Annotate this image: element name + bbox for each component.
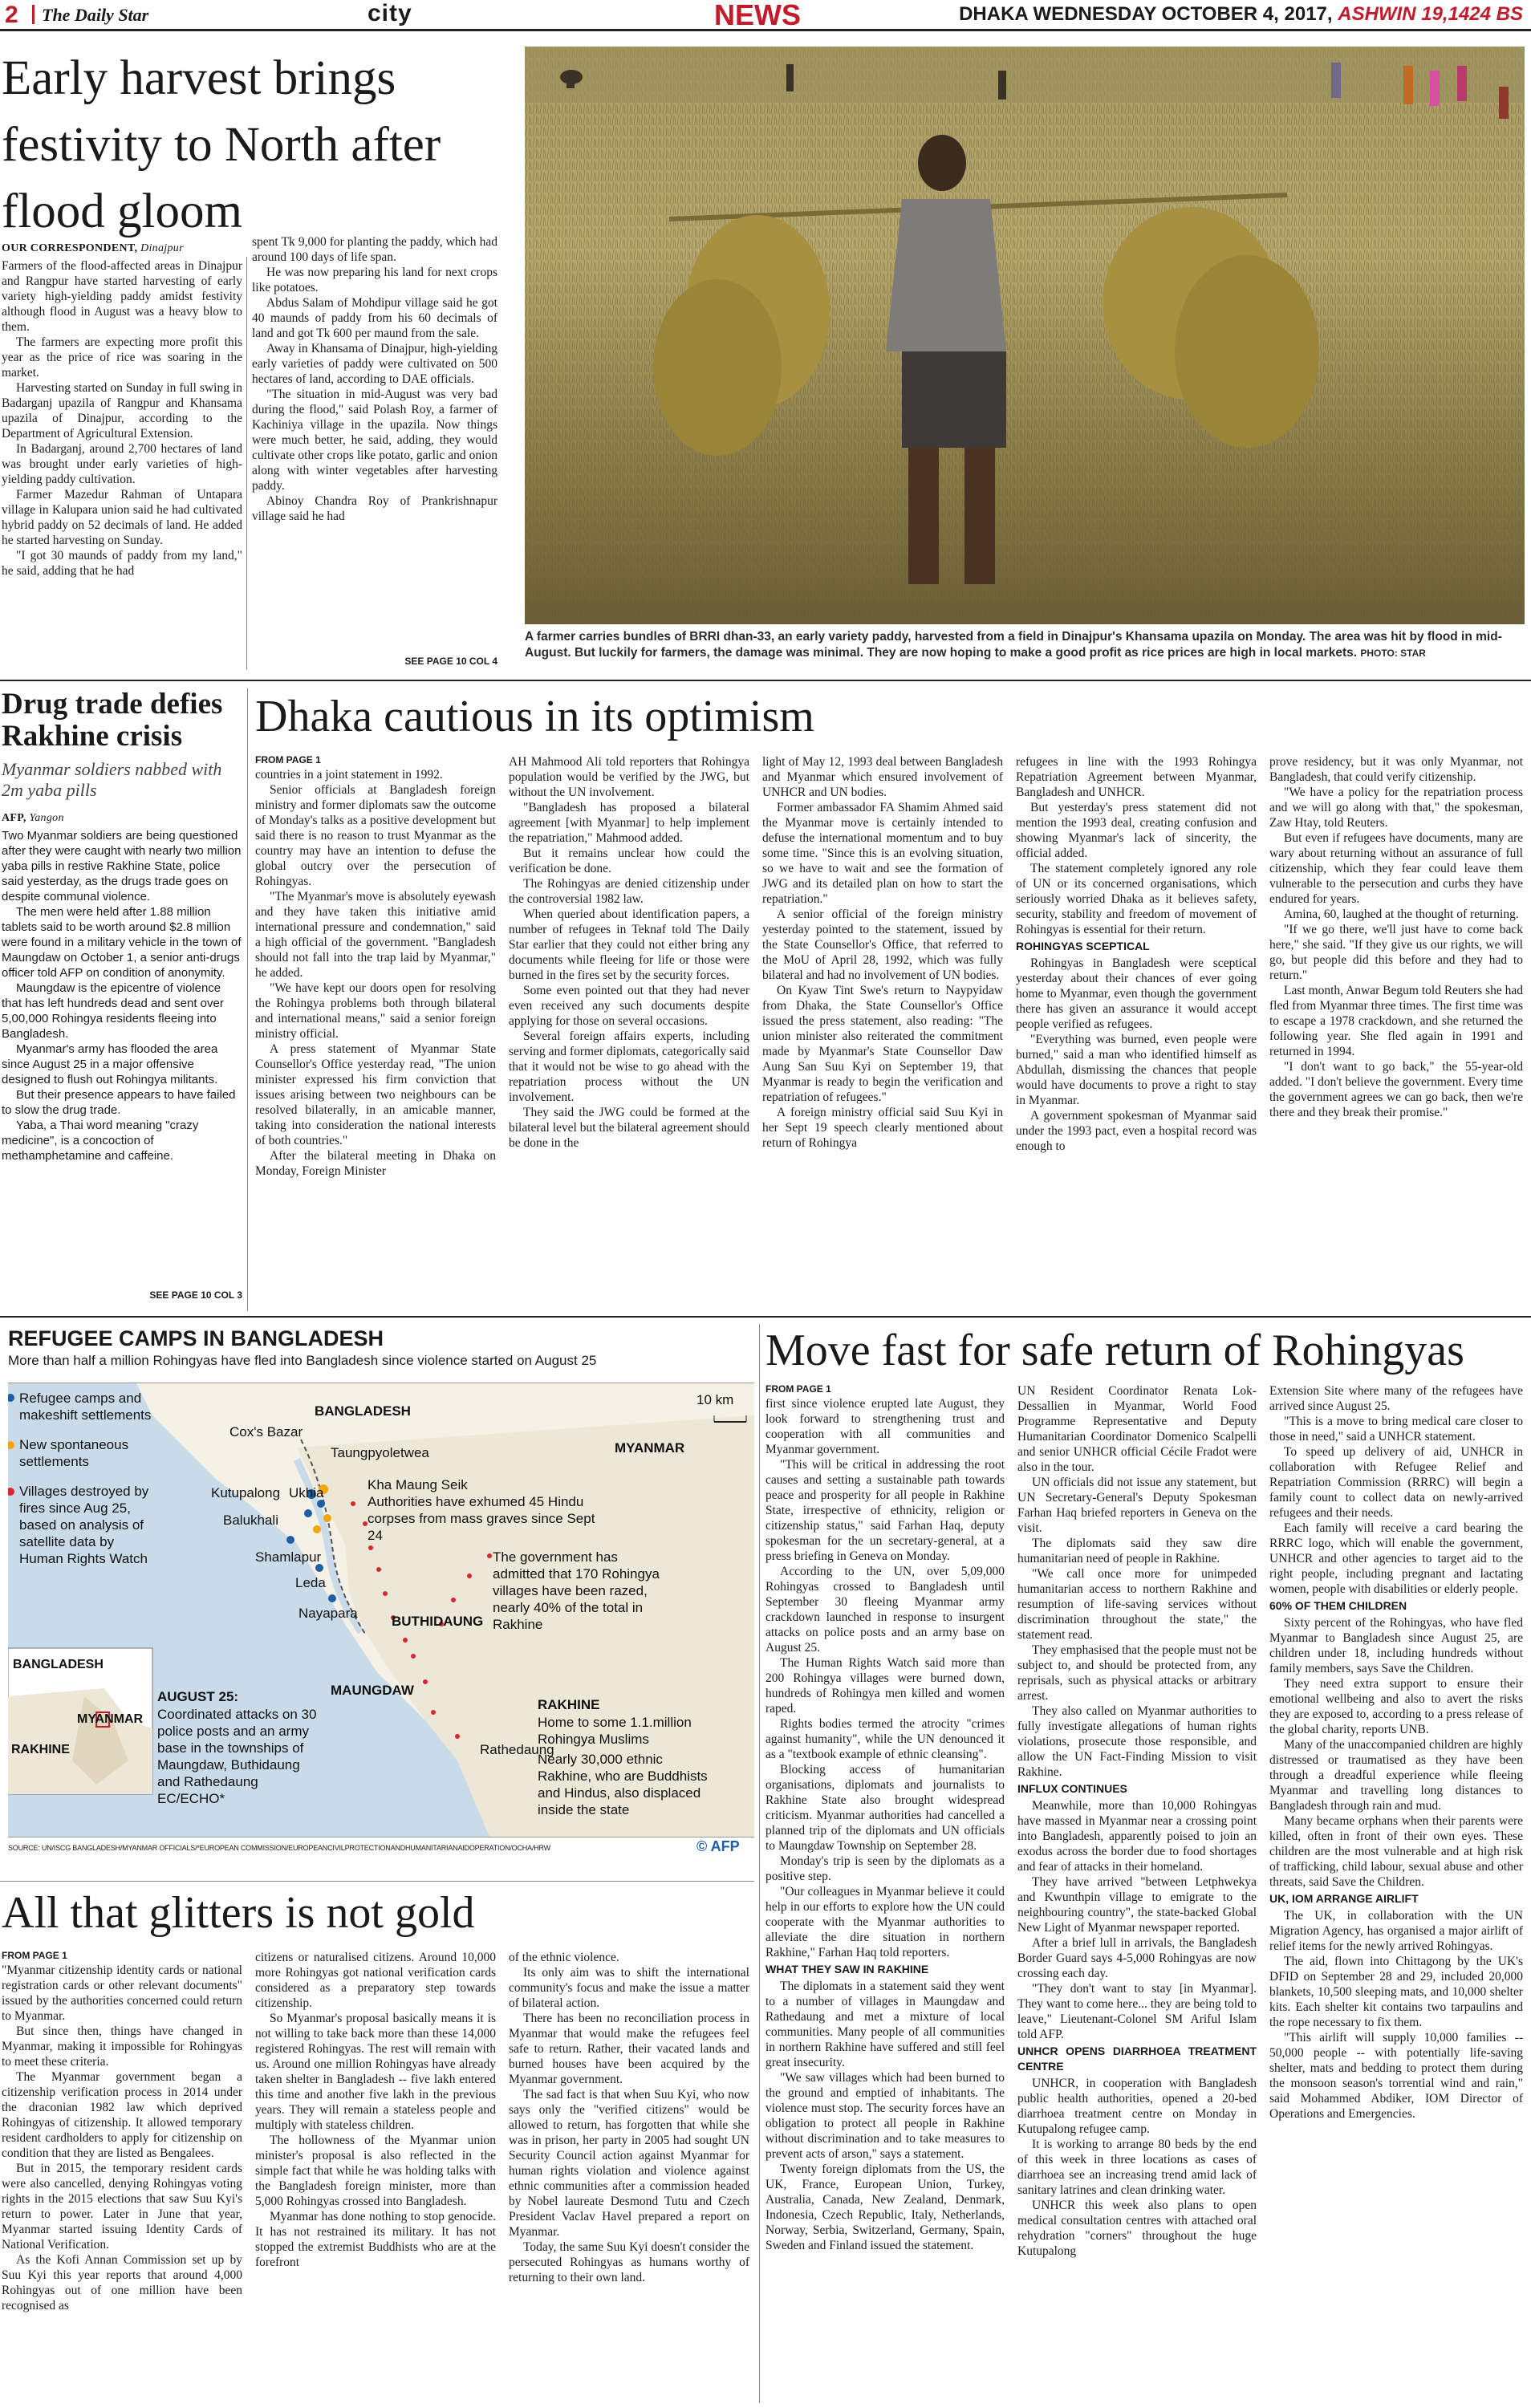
subhead: WHAT THEY SAW IN RAKHINE [766,1963,929,1976]
paragraph: To speed up delivery of aid, UNHCR in collaboration with Refugee Relief and Repatriation Commission (RRRC) will begin a family count to collect data on newly-arrived refugees and their needs. [1269,1445,1523,1520]
paragraph: light of May 12, 1993 deal between Bangladesh and Myanmar which ensured involvement of UNHCR and UN bodies. [762,755,1003,799]
harvest-byline-loc: Dinajpur [140,242,184,254]
caption-credit: PHOTO: STAR [1360,648,1426,659]
paragraph: They said the JWG could be formed at the bilateral level but the bilateral agreement should be done in the [509,1106,749,1150]
paragraph: refugees in line with the 1993 Rohingya Repatriation Agreement between Myanmar, Bangladesh and UNHCR. [1016,755,1257,799]
dhaka-column-3 [762,754,1003,1151]
glitters-headline[interactable]: All that glitters is not gold [2,1888,475,1938]
subhead: ROHINGYAS SCEPTICAL [1016,940,1150,952]
paragraph: As the Kofi Annan Commission set up by Suu Kyi this year reports that around 4,000 Rohingyas out of one million have been recognised as [2,2253,242,2313]
dhaka-column-2 [509,754,749,1151]
paragraph: The diplomats in a statement said they went to a number of villages in Maungdaw and Rathedaung and met a mixture of local communities. Many people of all communities in northern Rakhine have suffered and still feel great insecurity. [766,1980,1005,2069]
burned-village-marker [451,1598,456,1602]
paragraph: Several foreign affairs experts, including serving and former diplomats, categorically said that it would not be wise to go ahead with the repatriation process without the UN involvement. [509,1029,749,1104]
paragraph: Some even pointed out that they had never even received any such documents despite applying for those on several occasions. [509,984,749,1028]
paragraph: "This is a move to bring medical care closer to those in need," said a UNHCR statement. [1269,1415,1523,1444]
label-maungdaw: MAUNGDAW [331,1683,414,1698]
drug-byline [2,812,242,825]
paragraph: of the ethnic violence. [509,1951,619,1964]
label-kha-maung-note: Authorities have exhumed 45 Hindu corpses from mass graves since Sept 24 [368,1494,595,1543]
glitters-column-1 [2,1950,242,2313]
column-rule [759,1324,760,2403]
dateline [959,3,1523,26]
paragraph: The UK, in collaboration with the UN Migration Agency, has organised a major airlift of relief items for the newly arrived Rohingyas. [1269,1909,1523,1953]
paragraph: "We have kept our doors open for resolving the Rohingya problems both through bilateral and international means," said a senior foreign ministry official. [255,981,496,1041]
map-subtitle: More than half a million Rohingyas have fled into Bangladesh since violence started on August 25 [8,1353,597,1368]
burned-village-marker [368,1545,373,1550]
drug-headline[interactable]: Drug trade defies Rakhine crisis [2,688,223,753]
paragraph: "We call once more for unimpeded humanitarian access to northern Rakhine and resumption of life-saving services without discrimination throughout the state," the statement read. [1017,1567,1257,1642]
paragraph: Twenty foreign diplomats from the US, the UK, France, European Union, Turkey, Australia, Canada, New Zealand, Denmark, Indonesia, Czech Republic, Italy, Netherlands, Norway, Serbia, Switzerland, Germany, Spain, Sweden and Finland issued the statement. [766,2162,1005,2252]
paragraph: "We saw villages which had been burned to the ground and emptied of inhabitants. The violence must stop. The security forces have an obligation to protect all people in Rakhine without discrimination and to take measures to prevent acts of arson," says a statement. [766,2071,1005,2161]
photo-graphic [525,47,1525,624]
paragraph: Many of the unaccompanied children are highly distressed or traumatised as they have been through a dreadful experience while fleeing Myanmar and travelling long distances to Bangladesh through rain and mud. [1269,1738,1523,1813]
paragraph: Yaba, a Thai word meaning "crazy medicine", is a concoction of methamphetamine and caffeine. [2,1119,199,1163]
camp-marker [286,1536,294,1544]
paragraph: Former ambassador FA Shamim Ahmed said the Myanmar move is certainly intended to defuse the international momentum and to buy some time. "Since this is an evolving situation, so we have to wait and see the formation of JWG and its detailed plan on how to start the repatriation." [762,801,1003,906]
paragraph: "Everything was burned, even people were burned," said a man who identified himself as Abdullah, dismissing the chances that people would have documents to prove a right to stay in Myanmar. [1016,1033,1257,1107]
paragraph: Farmer Mazedur Rahman of Untapara village in Kalupara union said he had cultivated hybrid paddy on 52 decimals of land. He added he started harvesting on Sunday. [2,488,242,547]
paragraph: UN officials did not issue any statement, but UN Secretary-General's Deputy Spokesman Farhan Haq briefed reporters in Geneva on the visit. [1017,1476,1257,1535]
label-rakhine-note2: Nearly 30,000 ethnic Rakhine, who are Buddhists and Hindus, also displaced inside the state [538,1752,708,1817]
camp-marker [328,1594,336,1602]
label-rathedaung: Rathedaung [480,1742,554,1757]
subhead: UNHCR OPENS DIARRHOEA TREATMENT CENTRE [1017,2045,1257,2073]
subhead: INFLUX CONTINUES [1017,1782,1127,1795]
from-page-label: FROM PAGE 1 [255,754,321,765]
paragraph: On Kyaw Tint Swe's return to Naypyidaw from Dhaka, the State Counsellor's Office issued the press statement, also reading: "The union minister also reiterated the commitment made by Myanmar's State Counsellor Daw Aung San Suu Kyi on September 19, that Myanmar is ready to begin the verification and repatriation of refugees." [762,984,1003,1104]
paragraph: prove residency, but it was only Myanmar, not Bangladesh, that could verify citizenship. [1269,755,1523,784]
paragraph: They need extra support to ensure their emotional wellbeing and also to avert the risks they are exposed to, according to a press release of the global charity, reports UNB. [1269,1677,1523,1736]
paragraph: spent Tk 9,000 for planting the paddy, which had around 100 days of life span. [252,235,497,264]
drug-subhead: Myanmar soldiers nabbed with 2m yaba pills [2,759,222,800]
harvest-column-1 [2,258,242,579]
paragraph: They emphasised that the people must not be subject to, and should be protected from, any reprisals, such as physical attacks or arbitrary arrest. [1017,1643,1257,1703]
paragraph: countries in a joint statement in 1992. [255,768,443,782]
from-page-label: FROM PAGE 1 [766,1383,831,1395]
label-aug25-title: AUGUST 25: [157,1689,239,1704]
paragraph: The statement completely ignored any role of UN or its concerned organisations, which seriously worried Dhaka as it believes safety, security, stability and freedom of movement of Rohingyas is essential for their return. [1016,862,1257,936]
dhaka-column-1 [255,754,496,1179]
paragraph: After the bilateral meeting in Dhaka on Monday, Foreign Minister [255,1149,496,1178]
burned-village-marker [431,1710,436,1715]
paragraph: A senior official of the foreign ministry yesterday pointed to the statement, issued by the State Counsellor's Office, that referred to the MoU of April 28, 1992, which was fully bilateral and had no involvement of UN bodies. [762,908,1003,982]
harvest-headline[interactable]: Early harvest brings festivity to North after flood gloom [2,51,441,238]
harvest-column-2 [252,234,497,524]
movefast-headline[interactable]: Move fast for safe return of Rohingyas [766,1326,1464,1375]
burned-village-marker [423,1679,428,1684]
paragraph: Last month, Anwar Begum told Reuters she had fled from Myanmar three times. The first time was to escape a 1978 crackdown, and she returned the following year. She fled again in 1991 and returned in 1994. [1269,984,1523,1058]
date-bangla: ASHWIN 19,1424 BS [1338,3,1523,25]
movefast-column-2 [1017,1383,1257,2259]
paragraph: Rights bodies termed the atrocity "crimes against humanity", while the UN denounced it as a "textbook example of ethnic cleansing". [766,1717,1005,1761]
inset-label-rakhine: RAKHINE [11,1743,70,1756]
paragraph: So Myanmar's proposal basically means it is not willing to take back more than these 14,000 registered Rohingyas. The rest will remain with us. Around one million Rohingyas have already taken shelter in Bangladesh -- five lakh entered this time and another five lakh in the previous years. They will remain a stateless people and multiply with stateless children. [255,2012,496,2132]
legend-label-burned: Villages destroyed by fires since Aug 25, based on analysis of satellite data by Human Rights Watch [19,1484,149,1566]
paragraph: Rohingyas in Bangladesh were sceptical yesterday about their chances of ever going home to Myanmar, even though the government there has given an assurance it would accept people verified as refugees. [1016,956,1257,1031]
paragraph: The men were held after 1.88 million tablets said to be worth around $2.8 million were found in a military vehicle in the town of Maungdaw on October 1, a senior anti-drugs officer told AFP on condition of anonymity. [2,905,242,980]
section-rule [0,680,1531,681]
paragraph: Many became orphans when their parents were killed, often in front of their own eyes. These children are the most vulnerable and at high risk of trafficking, child labour, sexual abuse and other threats, said Save the Children. [1269,1814,1523,1889]
burned-village-marker [467,1574,472,1578]
label-leda: Leda [295,1575,326,1590]
drug-jump[interactable]: SEE PAGE 10 COL 3 [149,1289,242,1301]
paragraph: Abinoy Chandra Roy of Prankrishnapur village said he had [252,494,497,523]
paragraph: The diplomats said they saw dire humanitarian need of people in Rakhine. [1017,1537,1257,1565]
caption-text: A farmer carries bundles of BRRI dhan-33, an early variety paddy, harvested from a field in Dinajpur's Khansama upazila on Monday. The area was hit by flood in mid-August. But luckily for farmers, the damage was minimal. They are now hoping to make a good profit as rice prices are high in local markets. [525,630,1502,660]
paragraph: Maungdaw is the epicentre of violence that has left hundreds dead and sent over 5,00,000 Rohingya residents fleeing into Bangladesh. [2,981,224,1041]
map-credit: © AFP [696,1838,740,1854]
paragraph: After a brief lull in arrivals, the Bangladesh Border Guard says 4-5,000 Rohingyas are now crossing each day. [1017,1936,1257,1980]
camp-marker [304,1509,312,1517]
refugee-camps-map [8,1326,754,1874]
burned-village-marker [383,1591,388,1596]
label-buthidaung: BUTHIDAUNG [392,1614,484,1629]
drug-byline-name: AFP, [2,812,26,824]
paragraph: The hollowness of the Myanmar union minister's proposal is also reflected in the simple fact that while he was holding talks with the Bangladesh foreign minister, more than 5,000 Rohingyas crossed into Bangladesh. [255,2134,496,2208]
paragraph: Today, the same Suu Kyi doesn't consider the persecuted Rohingyas as humans worthy of returning to their own land. [509,2240,749,2284]
paragraph: Myanmar's army has flooded the area since August 25 in a major offensive designed to flush out Rohingya militants. [2,1042,218,1086]
subhead: UK, IOM ARRANGE AIRLIFT [1269,1892,1419,1905]
paragraph: "This will be critical in addressing the root causes and setting a sustainable path towards peace and prosperity for all people in Rakhine State, irrespective of ethnicity, religion or citizenship status," said Farhan Haq, deputy spokesman for the un secretary-general, at a press briefing in Geneva on Monday. [766,1458,1005,1563]
burned-village-marker [487,1553,492,1558]
paragraph: Meanwhile, more than 10,000 Rohingyas have massed in Myanmar near a crossing point into Bangladesh, apparently poised to join an exodus across the border due to food shortages and fear of attacks in their homeland. [1017,1799,1257,1874]
paragraph: He was now preparing his land for next crops like potatoes. [252,266,497,294]
paragraph: The aid, flown into Chittagong by the UK's DFID on September 28 and 29, included 20,000 blankets, 10,500 sleeping mats, and 10,000 shelter kits. Each shelter kit contains two tarpaulins and the rope necessary to fix them. [1269,1955,1523,2029]
label-rakhine-note1: Home to some 1.1.million Rohingya Muslims [538,1715,692,1747]
paragraph: "This airlift will supply 10,000 families -- 50,000 people -- with potentially life-saving shelter, mats and bedding to protect them during the monsoon season's torrential wind and rain," said Mohammed Abdiker, IOM Director of Operations and Emergencies. [1269,2031,1523,2121]
label-bangladesh: BANGLADESH [315,1403,411,1419]
paragraph: They have arrived "between Letphwekya and Kwunthpin village to emigrate to the neighbouring country", the state-backed Global New Light of Myanmar newspaper reported. [1017,1875,1257,1935]
paragraph: "Bangladesh has proposed a bilateral agreement [with Myanmar] to help implement the repatriation," Mahmood added. [509,801,749,845]
page-masthead [0,0,1531,31]
inset-label-myanmar: MYANMAR [77,1712,144,1726]
glitters-column-3 [509,1950,749,2285]
movefast-column-1 [766,1383,1005,2253]
from-page-label: FROM PAGE 1 [2,1950,67,1961]
paragraph: A press statement of Myanmar State Counsellor's Office yesterday read, "The union minister expressed his firm conviction that issues arising between two neighbours can be resolved bilaterally, in an amicable manner, taking into consideration the national interests of both countries." [255,1042,496,1147]
paragraph: "The Myanmar's move is absolutely eyewash and they have taken this initiative amid international pressure and condemnation," said a high official of the government. "Bangladesh should not fall into the trap laid by Myanmar," he added. [255,890,496,980]
label-nayapara: Nayapara [298,1606,358,1621]
settlement-marker [323,1514,331,1522]
paragraph: It is working to arrange 80 beds by the end of this week in three locations as cases of diarrhoea see an increasing trend amid lack of sanitary latrines and clean drinking water. [1017,2138,1257,2197]
page-number: 2 [5,2,18,28]
paragraph: AH Mahmood Ali told reporters that Rohingya population would be verified by the JWG, but without the UN involvement. [509,755,749,799]
subhead: 60% OF THEM CHILDREN [1269,1599,1407,1612]
paragraph: There has been no reconciliation process in Myanmar that would make the refugees feel safe to return. Rather, their vacated lands and burned houses have been acquired by the Myanmar government. [509,2012,749,2086]
map-source: SOURCE: UN/ISCG BANGLADESH/MYANMAR OFFICIALS/*EUROPEAN COMMISSION/EUROPEANCIVILPROTECTIONANDHUMANITARIANAIDOPERATION/OCHA/HRW [8,1844,550,1852]
paragraph: The Human Rights Watch said more than 200 Rohingya villages were burned down, hundreds of Rohingya men killed and women raped. [766,1656,1005,1716]
paragraph: first since violence erupted late August, they look forward to strengthening trust and cooperation with all communities and Myanmar government. [766,1397,1005,1456]
paragraph: But it remains unclear how could the verification be done. [509,847,749,875]
drug-column [2,828,242,1163]
paragraph: But yesterday's press statement did not mention the 1993 deal, creating confusion and showing Myanmar's lack of sincerity, the official added. [1016,801,1257,860]
section-rule [0,1881,754,1882]
masthead-divider [32,5,35,24]
label-rakhine-title: RAKHINE [538,1697,600,1712]
paragraph: The sad fact is that when Suu Kyi, who now says only the "verified citizens" would be allowed to return, has forgotten that while she was in prison, her party in 2005 had sought UN Security Council action against Myanmar for human rights violation and violence against ethnic communities after a commission headed by Nobel laureate Desmond Tutu and Czech President Vaclav Havel prepared a report on Myanmar. [509,2088,749,2239]
paper-name: The Daily Star [42,5,149,25]
label-kutupalong: Kutupalong [211,1485,281,1500]
harvest-byline-name: OUR CORRESPONDENT, [2,242,138,254]
paragraph: "I got 30 maunds of paddy from my land," he said, adding that he had [2,549,242,578]
legend-label-new: New spontaneous settlements [19,1437,129,1469]
harvest-jump[interactable]: SEE PAGE 10 COL 4 [404,656,497,667]
news-tag: NEWS [714,0,801,31]
paragraph: Two Myanmar soldiers are being questioned after they were caught with nearly two million yaba pills in restive Rakhine State, police said yesterday, as the drugs trade goes on despite communal violence. [2,829,242,904]
column-rule [246,257,247,670]
paragraph: Harvesting started on Sunday in full swing in Badarganj upazila of Rangpur and Khansama upazila of Dinajpur, according to the Department of Agricultural Extension. [2,381,242,441]
label-aug25-note: Coordinated attacks on 30 police posts and an army base in the townships of Maungdaw, Buthidaung and Rathedaung EC/ECHO* [157,1707,317,1806]
paragraph: Monday's trip is seen by the diplomats as a positive step. [766,1854,1005,1883]
label-shamlapur: Shamlapur [255,1549,322,1565]
paragraph: "We have a policy for the repatriation process and we will go along with that," the spokesman, Zaw Htay, told Reuters. [1269,786,1523,830]
paragraph: In Badarganj, around 2,700 hectares of land was brought under early varieties of high-yielding paddy cultivation. [2,442,242,486]
map-canvas [8,1383,754,1837]
label-taungpyoletwea: Taungpyoletwea [331,1445,429,1460]
burned-village-marker [376,1567,381,1572]
map-title: REFUGEE CAMPS IN BANGLADESH [8,1326,384,1350]
paragraph: Amina, 60, laughed at the thought of returning. [1284,908,1519,921]
paragraph: "The situation in mid-August was very bad during the flood," said Polash Roy, a farmer of Kachiniya village in the upazila. Now things were much better, he said, adding, they would cultivate other crops like potato, garlic and onion along with winter vegetables after harvesting paddy. [252,388,497,493]
dhaka-column-4 [1016,754,1257,1154]
section-rule [0,1316,1531,1318]
inset-label-bangladesh: BANGLADESH [13,1658,104,1671]
paragraph: citizens or naturalised citizens. Around 10,000 more Rohingyas got national verification cards considered as a preparatory step towards citizenship. [255,1951,496,2010]
paragraph: According to the UN, over 5,09,000 Rohingyas crossed to Bangladesh until September 30 fleeing Myanmar army crackdown launched in response to insurgent attacks on police posts and an army base on August 25. [766,1565,1005,1655]
paragraph: UN Resident Coordinator Renata Lok-Dessallien in Myanmar, World Food Programme Representative and Deputy Humanitarian Coordinator Domenico Scalpelli and senior UNHCR official Cécile Fradot were also in the tour. [1017,1384,1257,1474]
paragraph: Its only aim was to shift the international community's focus and make the issue a matter of bilateral action. [509,1966,749,2010]
burned-village-marker [403,1638,408,1643]
paragraph: But their presence appears to have failed to slow the drug trade. [2,1088,236,1117]
dhaka-column-5 [1269,754,1523,1120]
paragraph: A government spokesman of Myanmar said under the 1993 pact, even a hospital record was enough to [1016,1109,1257,1153]
paragraph: Sixty percent of the Rohingyas, who have fled Myanmar to Bangladesh since August 25, are children under 18, including hundreds without family members, says Save the Children. [1269,1616,1523,1675]
section-name: city [368,0,412,26]
drug-byline-loc: Yangon [29,812,64,824]
paragraph: Abdus Salam of Mohdipur village said he got 40 maunds of paddy from his 60 decimals of land and got Tk 600 per maund from the sale. [252,296,497,340]
paragraph: "Our colleagues in Myanmar believe it could help in our efforts to explore how the UN could cooperate with the Myanmar authorities to alleviate the dire situation in northern Rakhine," Farhan Haq told reporters. [766,1885,1005,1959]
paragraph: But even if refugees have documents, many are wary about returning without an assurance of full citizenship, which they fear could leave them vulnerable to the persecution and curbs they have endured for years. [1269,831,1523,906]
paragraph: "If we go there, we'll just have to come back here," she said. "If they give us our rights, we will go, but people did this before and they had to return." [1269,923,1523,982]
paragraph: Blocking access of humanitarian organisations, diplomats and journalists to Rakhine State also brought widespread criticism. Myanmar authorities had cancelled a planned trip of the diplomats and UN officials to Maungdaw Township on September 28. [766,1763,1005,1853]
label-myanmar: MYANMAR [615,1440,685,1456]
harvest-photo [525,47,1525,624]
paragraph: The farmers are expecting more profit this year as the price of rice was soaring in the market. [2,335,242,380]
paragraph: But in 2015, the temporary resident cards were also cancelled, denying Rohingyas voting rights in the 2015 elections that saw Suu Kyi's return to power. Later in June that year, Myanmar started issuing Identity Cards of National Verification. [2,2162,242,2252]
settlement-marker [313,1525,321,1533]
paragraph: "Myanmar citizenship identity cards or national registration cards or other relevant documents" issued by the authorities concerned could return to Myanmar. [2,1963,242,2023]
burned-village-marker [455,1734,460,1739]
paragraph: A foreign ministry official said Suu Kyi in her Sept 19 speech clearly mentioned about return of Rohingya [762,1106,1003,1150]
paragraph: They also called on Myanmar authorities to fully investigate allegations of human rights violations, prosecute those responsible, and allow the UN Fact-Finding Mission to visit Rakhine. [1017,1704,1257,1779]
legend-label-camps: Refugee camps and makeshift settlements [19,1391,152,1423]
paragraph: Away in Khansama of Dinajpur, high-yielding early varieties of paddy were cultivated on 500 hectares of land, according to DAE officials. [252,342,497,386]
label-gov-note: The government has admitted that 170 Rohingya villages have been razed, nearly 40% of the total in Rakhine [493,1549,660,1632]
label-ukhia: Ukhia [289,1485,324,1500]
paragraph: Myanmar has done nothing to stop genocide. It has not restrained its military. It has not stopped the extremist Buddhists who are at the forefront [255,2210,496,2269]
scale-label: 10 km [696,1392,734,1407]
paragraph: The Myanmar government began a citizenship verification process in 2014 under the draconian 1982 law which deprived Rohingyas of citizenship. It allowed temporary resident cardholders to apply for citizenship on condition that they are listed as Bengalees. [2,2070,242,2160]
photo-caption [525,629,1525,661]
label-balukhali: Balukhali [223,1513,278,1528]
paragraph: Extension Site where many of the refugees have arrived since August 25. [1269,1384,1523,1413]
date-text: DHAKA WEDNESDAY OCTOBER 4, 2017, [959,3,1333,25]
paragraph: When queried about identification papers, a number of refugees in Teknaf told The Daily Star earlier that they could not either bring any documents while fleeing for life or those were burned in the fires set by the security forces. [509,908,749,982]
paragraph: The Rohingyas are denied citizenship under the controversial 1982 law. [509,877,749,906]
burned-village-marker [351,1501,355,1506]
column-rule [247,688,248,1311]
paragraph: "They don't want to stay [in Myanmar]. They want to come here... they are being told to leave," Lieutenant-Colonel SM Ariful Islam told AFP. [1017,1982,1257,2041]
paragraph: Senior officials at Bangladesh foreign ministry and former diplomats saw the outcome of Monday's talks as a positive development but said there is no reason to trust Myanmar as the country may have an intention to defuse the global outcry over the persecution of Rohingyas. [255,783,496,888]
paragraph: "I don't want to go back," the 55-year-old added. "I don't believe the government. Every time the government agrees we can go back, then we're there and they break their promise." [1269,1060,1524,1119]
paragraph: UNHCR this week also plans to open medical consultation centres with attached oral rehydration "corners" throughout the huge Kutupalong [1017,2199,1257,2258]
paragraph: Farmers of the flood-affected areas in Dinajpur and Rangpur have started harvesting of early variety high-yielding paddy amidst festivity although flood in August was a heavy blow to them. [2,259,242,334]
dhaka-headline[interactable]: Dhaka cautious in its optimism [255,692,814,741]
paragraph: UNHCR, in cooperation with Bangladesh public health authorities, opened a 20-bed diarrhoea treatment centre on Monday in Kutupalong refugee camp. [1017,2077,1257,2136]
glitters-column-2 [255,1950,496,2270]
label-coxs-bazar: Cox's Bazar [229,1424,303,1440]
paragraph: Each family will receive a card bearing the RRRC logo, which will enable the government, UNHCR and other agencies to target aid to the right people, including pregnant and lactating women, people with disabilities or elderly people. [1269,1521,1523,1596]
paragraph: But since then, things have changed in Myanmar, making it impossible for Rohingyas to meet these criteria. [2,2024,242,2069]
burned-village-marker [411,1654,416,1659]
movefast-column-3 [1269,1383,1523,2122]
label-kha-maung-seik: Kha Maung Seik [368,1477,468,1492]
